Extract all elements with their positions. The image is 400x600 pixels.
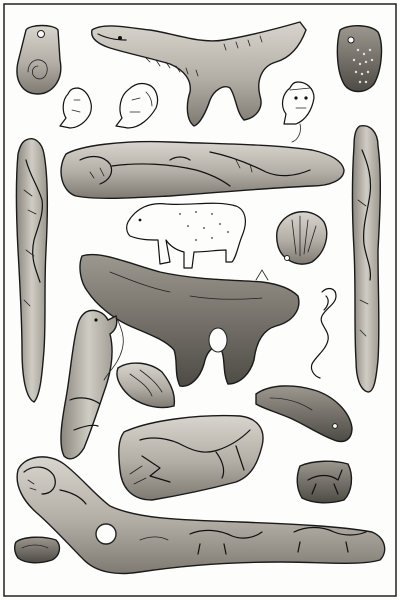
- engraved-bear: [127, 203, 246, 268]
- carved-horse-spear-thrower: [92, 22, 306, 126]
- engraved-animal-plaque: [119, 416, 263, 500]
- engraved-human-head-1: [60, 88, 91, 128]
- engraved-bird-head-tool: [256, 386, 352, 442]
- tiny-carved-animal: [15, 537, 60, 563]
- engraved-bird: [61, 310, 123, 458]
- engraved-fragment-small: [117, 363, 174, 408]
- engraved-human-head-3: [283, 82, 314, 142]
- carved-serpent: [311, 289, 336, 378]
- shell-pendant: [277, 212, 327, 264]
- carved-rod-right: [353, 126, 381, 392]
- engraved-bone-rod: [61, 142, 344, 199]
- engraved-fragment-right: [297, 461, 351, 503]
- dotted-pendant: [337, 26, 381, 92]
- engraved-human-head-2: [116, 83, 158, 128]
- carved-spatula-left: [17, 139, 48, 402]
- spiral-pendant: [17, 26, 61, 95]
